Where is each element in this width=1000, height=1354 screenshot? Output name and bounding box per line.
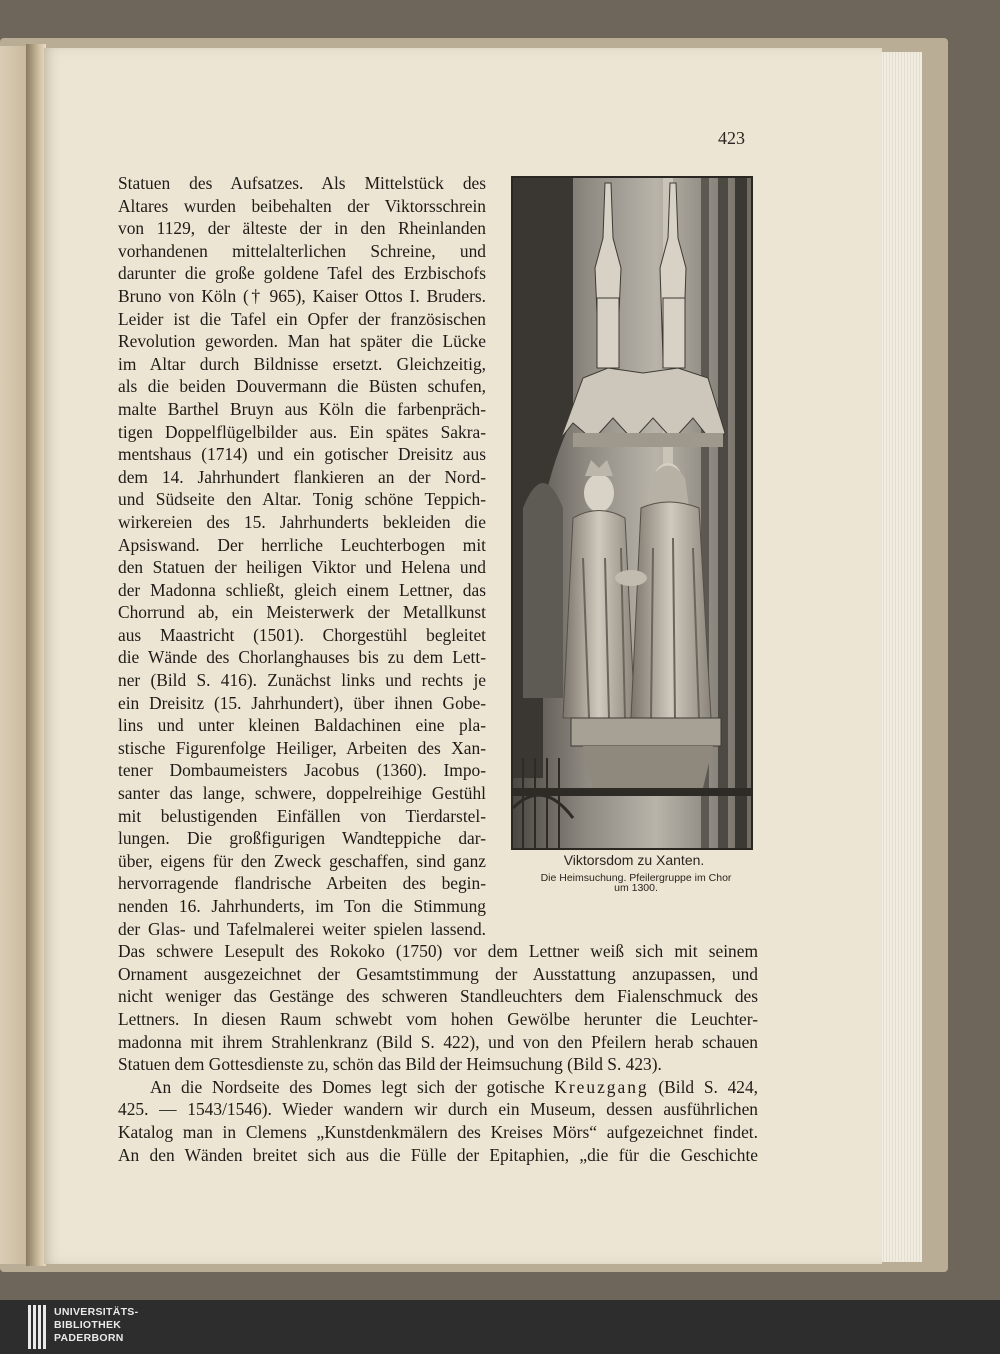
text-line: Altares wurden beibehalten der Viktorsschrein — [118, 195, 486, 216]
paragraph-line — [118, 1076, 758, 1099]
text-line: Statuen dem Gottesdienste zu, schön das Bild der Heimsuchung (Bild S. 423). — [118, 1054, 662, 1075]
paragraph-2 — [118, 1098, 758, 1166]
emphasized-term: Kreuzgang — [554, 1076, 649, 1097]
text-line: 425. — 1543/1546). Wieder wandern wir durch ein Museum, dessen ausführlichen — [118, 1099, 758, 1120]
text-line: den Statuen der heiligen Viktor und Helena und — [118, 557, 486, 578]
text-line: von 1129, der älteste der in den Rheinlanden — [118, 218, 486, 239]
figure-image — [511, 176, 753, 850]
text-line: Das schwere Lesepult des Rokoko (1750) vor dem Lettner weiß sich mit seinem — [118, 941, 758, 962]
text-line: nenden 16. Jahrhunderts, im Ton die Stimmung — [118, 896, 486, 916]
text-line: An den Wänden breitet sich aus die Fülle der Epitaphien, „die für die Geschichte — [118, 1144, 758, 1165]
library-name-line: PADERBORN — [54, 1332, 124, 1344]
library-name-line: BIBLIOTHEK — [54, 1319, 122, 1331]
figure-caption-subtitle — [510, 873, 762, 893]
text-line: im Altar durch Bildnisse ersetzt. Gleichzeitig, — [118, 353, 486, 374]
text-line: stische Figurenfolge Heiliger, Arbeiten des Xan- — [118, 737, 486, 758]
page-edges — [878, 52, 922, 1262]
text-line: und Südseite den Altar. Tonig schöne Teppich- — [118, 489, 486, 510]
text-line: santer das lange, schwere, doppelreihige Gestühl — [118, 783, 486, 804]
column-text — [118, 172, 486, 940]
text-line: Bruno von Köln († 965), Kaiser Ottos I. Bruders. — [118, 285, 486, 306]
text-line: der Madonna schließt, gleich einem Lettner, das — [118, 579, 486, 600]
text-line: vorhandenen mittelalterlichen Schreine, und — [118, 240, 486, 261]
text-line: wirkereien des 15. Jahrhunderts bekleiden die — [118, 511, 486, 532]
para2-start: An die Nordseite des Domes legt sich der gotische — [150, 1076, 545, 1097]
library-name-line: UNIVERSITÄTS- — [54, 1306, 139, 1318]
full-width-text — [118, 940, 758, 1076]
text-line: tigen Doppelflügelbilder aus. Ein spätes Sakra- — [118, 421, 486, 442]
book-gutter — [26, 44, 46, 1266]
text-line: ner (Bild S. 416). Zunächst links und rechts je — [118, 670, 486, 691]
text-line: Ornament ausgezeichnet der Gesamtstimmung der Ausstattung anzupassen, und — [118, 963, 758, 984]
library-name — [54, 1306, 138, 1345]
text-line: Leider ist die Tafel ein Opfer der französischen — [118, 308, 486, 329]
text-line: lins und unter kleinen Baldachinen eine pla- — [118, 715, 486, 736]
page-number: 423 — [718, 128, 745, 148]
text-line: darunter die große goldene Tafel des Erzbischofs — [118, 263, 486, 284]
text-line: ein Dreisitz (15. Jahrhundert), über ihnen Gobe- — [118, 692, 486, 713]
library-logo-icon — [28, 1305, 46, 1349]
text-line: Lettners. In diesen Raum schwebt vom hohen Gewölbe herunter die Leuchter- — [118, 1008, 758, 1029]
text-line: nicht weniger das Gestänge des schweren Standleuchters dem Fialenschmuck des — [118, 986, 758, 1007]
text-line: madonna mit ihrem Strahlenkranz (Bild S. 422), und von den Pfeilern herab schauen — [118, 1031, 758, 1052]
text-line: Katalog man in Clemens „Kunstdenkmälern des Kreises Mörs“ aufgezeichnet findet. — [118, 1121, 758, 1142]
text-line: tener Dombaumeisters Jacobus (1360). Impo- — [118, 760, 486, 781]
library-footer — [0, 1300, 1000, 1354]
text-line: Apsiswand. Der herrliche Leuchterbogen mit — [118, 534, 486, 555]
text-line: über, eigens für den Zweck geschaffen, sind ganz — [118, 850, 486, 871]
text-line: aus Maastricht (1501). Chorgestühl begleitet — [118, 624, 486, 645]
text-line: malte Barthel Bruyn aus Köln die farbenpräch- — [118, 398, 486, 419]
text-line: lungen. Die großfigurigen Wandteppiche dar- — [118, 828, 486, 849]
text-line: der Glas- und Tafelmalerei weiter spielen lassend. — [118, 918, 486, 939]
text-line: Revolution geworden. Man hat später die Lücke — [118, 331, 486, 352]
text-line: Statuen des Aufsatzes. Als Mittelstück des — [118, 173, 486, 193]
text-line: hervorragende flandrische Arbeiten des begin- — [118, 873, 486, 894]
caption-line: um 1300. — [614, 882, 658, 894]
text-line: als die beiden Douvermann die Büsten schufen, — [118, 376, 486, 397]
caption-line: Die Heimsuchung. Pfeilergruppe im Chor — [540, 872, 732, 884]
para2-ref: (Bild S. 424, — [658, 1076, 758, 1097]
text-line: Chorrund ab, ein Meisterwerk der Metallkunst — [118, 602, 486, 623]
text-line: mentshaus (1714) und ein gotischer Dreisitz aus — [118, 444, 486, 465]
text-line: dem 14. Jahrhundert flankieren an der Nord- — [118, 466, 486, 487]
statue-illustration — [513, 178, 751, 848]
figure-caption-title: Viktorsdom zu Xanten. — [563, 852, 705, 868]
text-line: mit belustigenden Einfällen von Tierdarstel- — [118, 805, 486, 826]
text-line: die Wände des Chorlanghauses bis zu dem Lett- — [118, 647, 486, 668]
